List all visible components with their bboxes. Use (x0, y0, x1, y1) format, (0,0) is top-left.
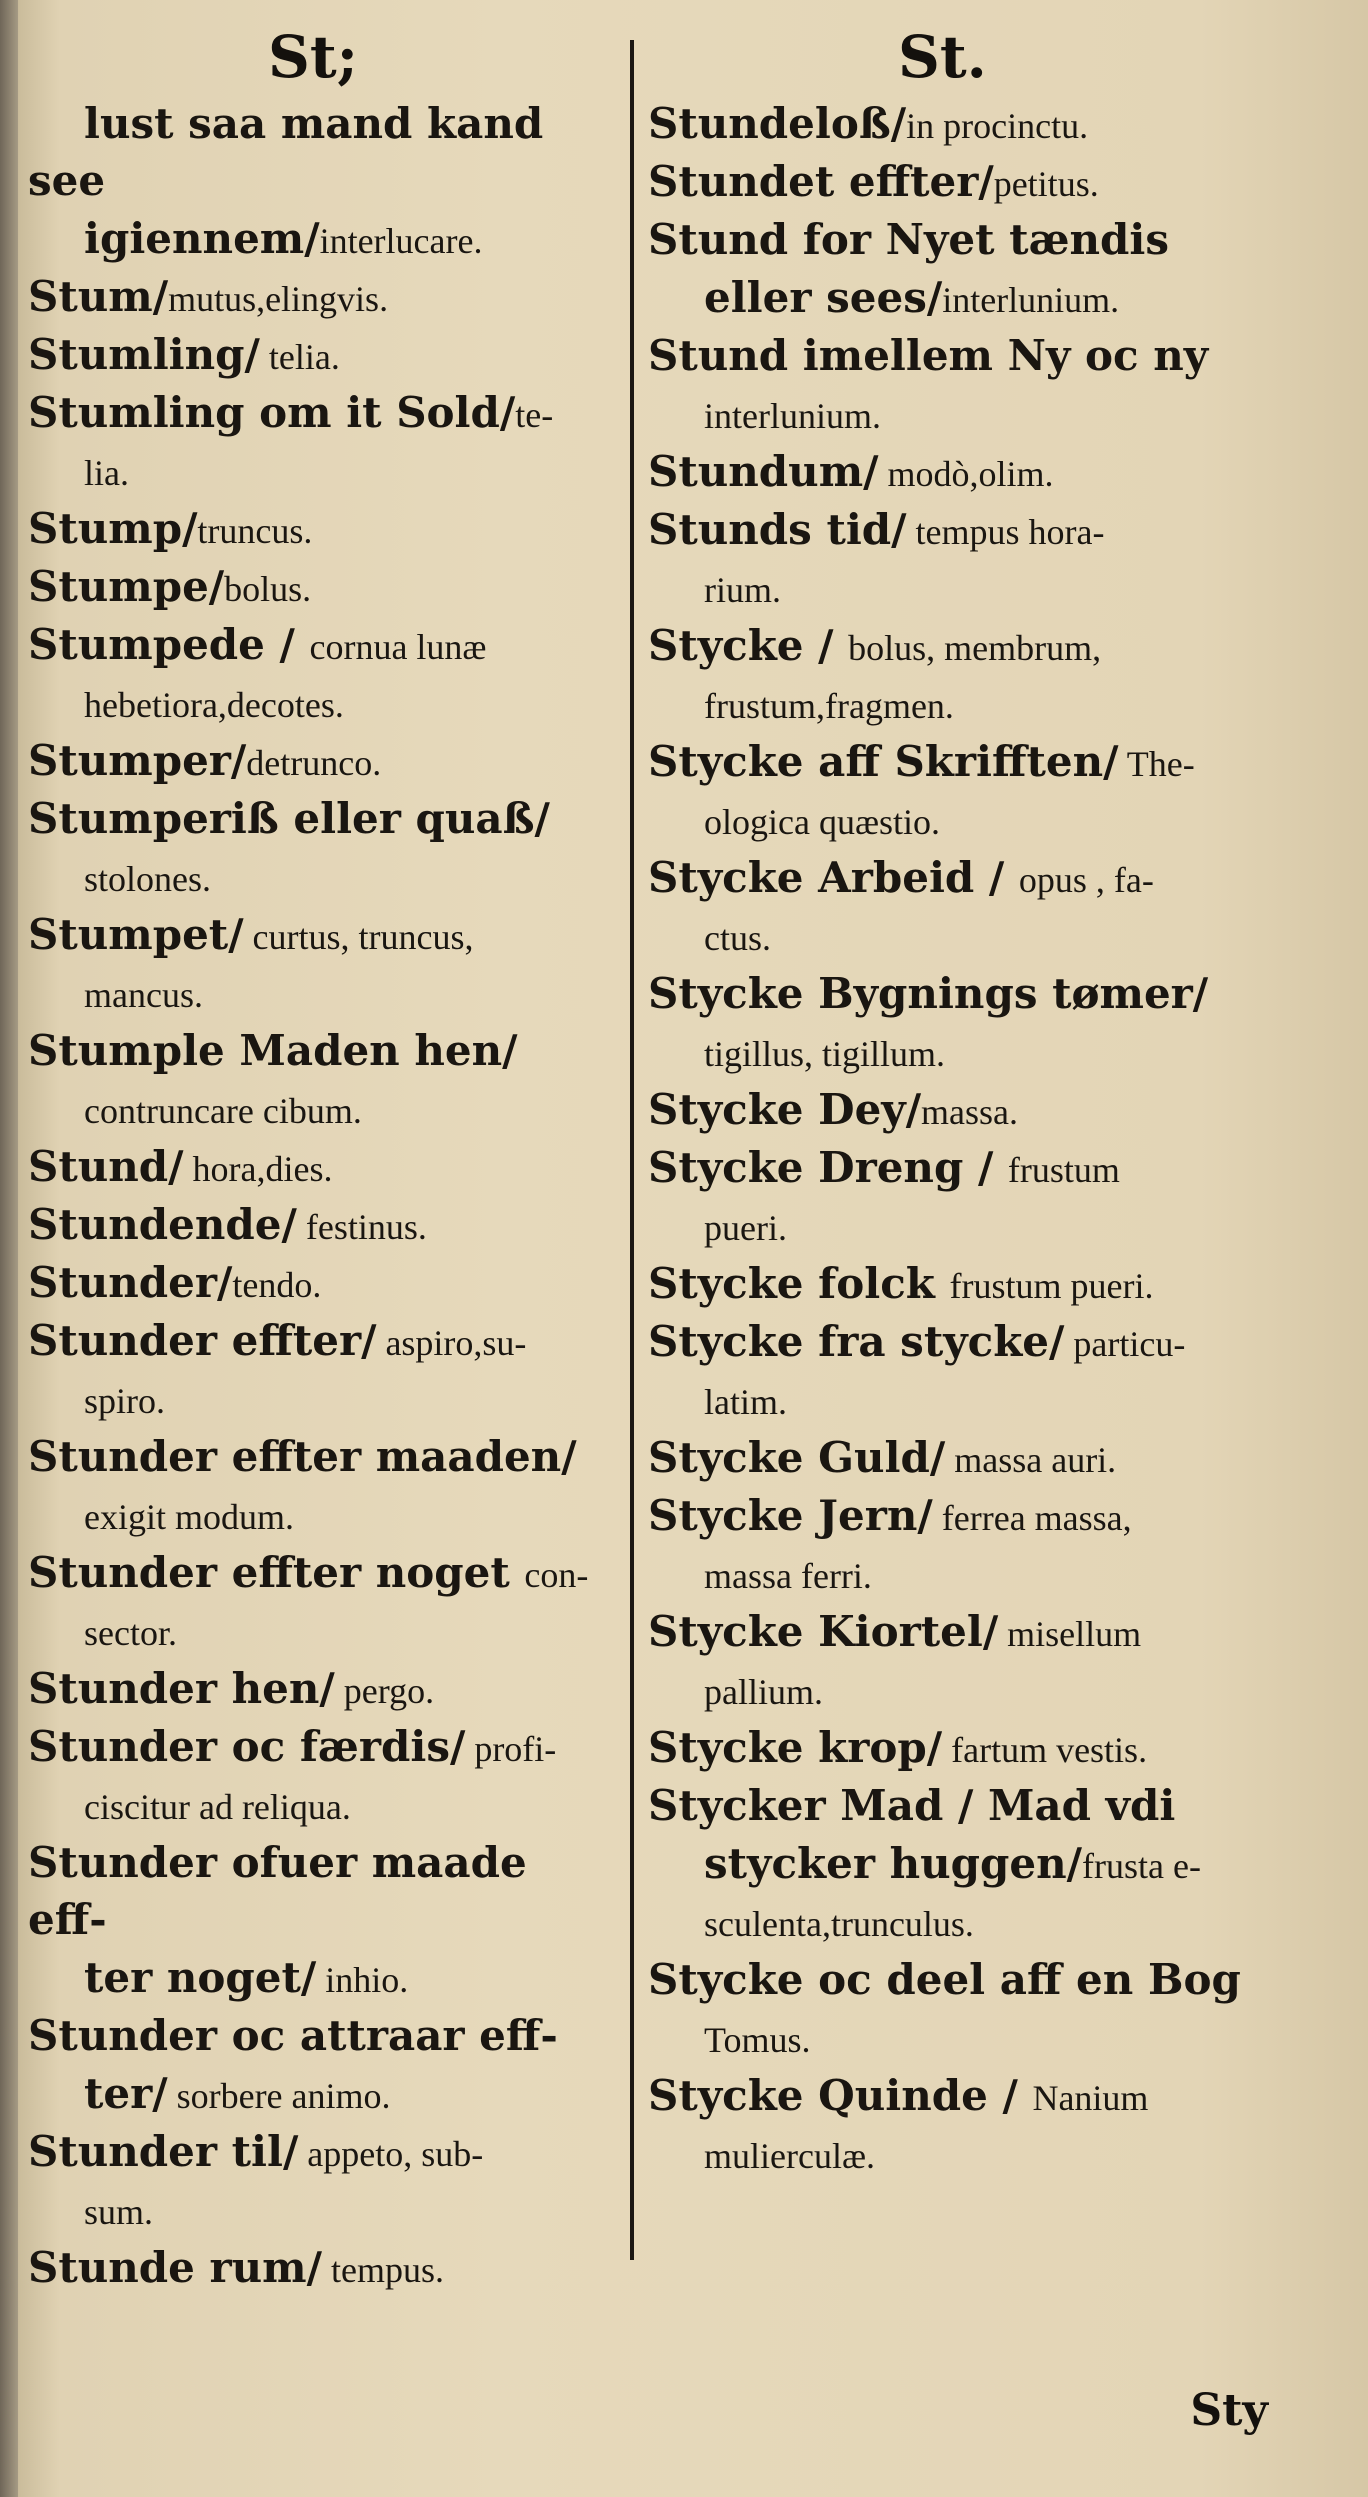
latin-gloss: frustum,fragmen. (704, 686, 954, 726)
latin-gloss: petitus. (993, 164, 1099, 204)
dictionary-line (648, 96, 1260, 154)
latin-gloss: misellum (998, 1614, 1142, 1654)
dictionary-line (648, 560, 1260, 618)
dictionary-line (648, 1430, 1260, 1488)
headword: Stumling om it Sold/ (28, 388, 516, 437)
latin-gloss: mutus,elingvis. (168, 279, 389, 319)
headword: Stycke Arbeid / (648, 853, 1019, 902)
dictionary-line (648, 1778, 1260, 1836)
latin-gloss: ctus. (704, 918, 771, 958)
headword: Stunder effter maaden/ (28, 1432, 577, 1481)
headword: Stund/ (28, 1142, 184, 1191)
dictionary-line (28, 617, 618, 675)
headword: Stundet effter/ (648, 157, 994, 206)
latin-gloss: massa. (921, 1092, 1019, 1132)
dictionary-line (28, 1081, 618, 1139)
latin-gloss: mancus. (84, 975, 203, 1015)
latin-gloss: festinus. (296, 1207, 427, 1247)
dictionary-line (28, 1313, 618, 1371)
dictionary-line (28, 1255, 618, 1313)
latin-gloss: interlunium. (942, 280, 1120, 320)
catchword: Sty (1190, 2385, 1268, 2436)
dictionary-line (648, 734, 1260, 792)
headword: Stunder ofuer maade eff- (28, 1838, 527, 1944)
dictionary-line (28, 2124, 618, 2182)
headword: Stunder hen/ (28, 1664, 335, 1713)
latin-gloss: massa ferri. (704, 1556, 872, 1596)
right-entry-list (648, 96, 1260, 2184)
dictionary-line (648, 1604, 1260, 1662)
dictionary-line (28, 2066, 618, 2124)
latin-gloss: pallium. (704, 1672, 823, 1712)
headword: Stund imellem Ny oc ny (648, 331, 1209, 380)
headword: Stumpe/ (28, 562, 225, 611)
latin-gloss: massa auri. (945, 1440, 1117, 1480)
dictionary-line (28, 1661, 618, 1719)
dictionary-line (28, 849, 618, 907)
dictionary-line (648, 908, 1260, 966)
dictionary-line (648, 1836, 1260, 1894)
latin-gloss: pueri. (704, 1208, 787, 1248)
headword: Stycke Bygnings tømer/ (648, 969, 1209, 1018)
dictionary-line (648, 444, 1260, 502)
dictionary-line (648, 154, 1260, 212)
latin-gloss: interlunium. (704, 396, 881, 436)
left-running-head: St; (268, 23, 359, 91)
latin-gloss: exigit modum. (84, 1497, 294, 1537)
latin-gloss: Tomus. (704, 2020, 811, 2060)
latin-gloss: in procinctu. (906, 106, 1089, 146)
latin-gloss: frusta e- (1082, 1846, 1201, 1886)
dictionary-line (28, 1429, 618, 1487)
latin-gloss: spiro. (84, 1381, 165, 1421)
dictionary-line (648, 1488, 1260, 1546)
headword: Stycke / (648, 621, 849, 670)
latin-gloss: ologica quæstio. (704, 802, 940, 842)
dictionary-line (28, 1603, 618, 1661)
latin-gloss: pergo. (334, 1671, 435, 1711)
headword: Stycke Jern/ (648, 1491, 933, 1540)
dictionary-line (648, 1024, 1260, 1082)
headword: Stumling/ (28, 330, 260, 379)
latin-gloss: bolus. (224, 569, 312, 609)
left-column (28, 18, 618, 2298)
latin-gloss: tempus. (321, 2250, 444, 2290)
dictionary-line (28, 1023, 618, 1081)
latin-gloss: sorbere animo. (167, 2076, 391, 2116)
headword: Stundum/ (648, 447, 879, 496)
dictionary-line (648, 2068, 1260, 2126)
dictionary-line (28, 1719, 618, 1777)
headword: Stycke folck (648, 1259, 950, 1308)
latin-gloss: lia. (84, 453, 129, 493)
headword: Stunder/ (28, 1258, 233, 1307)
dictionary-line (28, 1835, 618, 1950)
headword: Stycke Dey/ (648, 1085, 922, 1134)
dictionary-line (648, 1546, 1260, 1604)
dictionary-line (648, 1720, 1260, 1778)
headword: Stundeloß/ (648, 99, 907, 148)
dictionary-line (648, 1372, 1260, 1430)
latin-gloss: interlucare. (319, 221, 483, 261)
dictionary-line (28, 559, 618, 617)
dictionary-line (28, 2008, 618, 2066)
headword: Stumpede / (28, 620, 310, 669)
headword: Stumpet/ (28, 910, 244, 959)
latin-gloss: stolones. (84, 859, 212, 899)
headword: Stycke Guld/ (648, 1433, 946, 1482)
headword: Stumperiß eller quaß/ (28, 794, 550, 843)
headword: Stunde rum/ (28, 2243, 322, 2292)
page-edge-shadow (0, 0, 18, 2497)
dictionary-line (28, 269, 618, 327)
headword: Stycke Kiortel/ (648, 1607, 999, 1656)
dictionary-line (28, 1487, 618, 1545)
headword: Stycker Mad / Mad vdi (648, 1781, 1176, 1830)
latin-gloss: con- (524, 1555, 589, 1595)
latin-gloss: opus , fa- (1018, 860, 1154, 900)
headword: Stycke fra stycke/ (648, 1317, 1065, 1366)
headword: Stycke Dreng / (648, 1143, 1008, 1192)
latin-gloss: tigillus, tigillum. (704, 1034, 946, 1074)
latin-gloss: truncus. (197, 511, 313, 551)
headword: Stunder effter/ (28, 1316, 377, 1365)
dictionary-line (28, 1197, 618, 1255)
latin-gloss: rium. (704, 570, 781, 610)
dictionary-line (28, 675, 618, 733)
latin-gloss: telia. (259, 337, 340, 377)
latin-gloss: mulierculæ. (704, 2136, 875, 2176)
dictionary-line (28, 1371, 618, 1429)
headword: Stycke oc deel aff en Bog (648, 1955, 1241, 2004)
dictionary-line (648, 1082, 1260, 1140)
dictionary-line (648, 966, 1260, 1024)
dictionary-line (648, 1952, 1260, 2010)
headword: Stycke aff Skrifften/ (648, 737, 1119, 786)
dictionary-line (648, 328, 1260, 386)
dictionary-line (28, 211, 618, 269)
headword: Stumper/ (28, 736, 247, 785)
latin-gloss: cornua lunæ (309, 627, 487, 667)
dictionary-line (648, 792, 1260, 850)
latin-gloss: appeto, sub- (298, 2134, 484, 2174)
headword: lust saa mand kand see (28, 99, 544, 205)
dictionary-line (648, 2010, 1260, 2068)
right-running-head: St. (898, 23, 987, 91)
dictionary-line (648, 676, 1260, 734)
dictionary-line (28, 385, 618, 443)
dictionary-line (28, 907, 618, 965)
dictionary-line (648, 2126, 1260, 2184)
dictionary-line (28, 327, 618, 385)
latin-gloss: hebetiora,decotes. (84, 685, 344, 725)
headword: Stycke krop/ (648, 1723, 943, 1772)
headword: Stunder effter noget (28, 1548, 525, 1597)
dictionary-line (28, 965, 618, 1023)
dictionary-line (28, 733, 618, 791)
dictionary-line (648, 618, 1260, 676)
latin-gloss: detrunco. (246, 743, 382, 783)
latin-gloss: sum. (84, 2192, 154, 2232)
dictionary-line (648, 1140, 1260, 1198)
latin-gloss: latim. (704, 1382, 787, 1422)
latin-gloss: profi- (465, 1729, 557, 1769)
latin-gloss: frustum pueri. (949, 1266, 1154, 1306)
dictionary-line (28, 1777, 618, 1835)
headword: ter noget/ (84, 1953, 317, 2002)
left-entry-list (28, 96, 618, 2298)
headword: ter/ (84, 2069, 168, 2118)
dictionary-line (28, 1139, 618, 1197)
dictionary-line (28, 1545, 618, 1603)
latin-gloss: curtus, truncus, (243, 917, 474, 957)
latin-gloss: frustum (1007, 1150, 1120, 1190)
headword: igiennem/ (84, 214, 320, 263)
headword: Stum/ (28, 272, 169, 321)
dictionary-line (648, 1894, 1260, 1952)
latin-gloss: aspiro,su- (376, 1323, 527, 1363)
latin-gloss: hora,dies. (183, 1149, 333, 1189)
headword: Stumple Maden hen/ (28, 1026, 518, 1075)
latin-gloss: tempus hora- (906, 512, 1105, 552)
latin-gloss: ferrea massa, (932, 1498, 1132, 1538)
dictionary-line (28, 96, 618, 211)
latin-gloss: sculenta,trunculus. (704, 1904, 974, 1944)
latin-gloss: ciscitur ad reliqua. (84, 1787, 351, 1827)
latin-gloss: sector. (84, 1613, 177, 1653)
latin-gloss: te- (515, 395, 554, 435)
dictionary-line (648, 850, 1260, 908)
headword: stycker huggen/ (704, 1839, 1082, 1888)
headword: Stunds tid/ (648, 505, 907, 554)
latin-gloss: particu- (1064, 1324, 1186, 1364)
dictionary-line (28, 501, 618, 559)
latin-gloss: fartum vestis. (942, 1730, 1148, 1770)
column-rule (630, 40, 634, 2260)
latin-gloss: The- (1118, 744, 1195, 784)
dictionary-line (648, 270, 1260, 328)
headword: Stunder oc færdis/ (28, 1722, 466, 1771)
headword: Stunder oc attraar eff- (28, 2011, 558, 2060)
headword: Stunder til/ (28, 2127, 299, 2176)
dictionary-line (648, 1662, 1260, 1720)
headword: Stund for Nyet tændis (648, 215, 1170, 264)
headword: Stycke Quinde / (648, 2071, 1033, 2120)
latin-gloss: modò,olim. (878, 454, 1054, 494)
latin-gloss: contruncare cibum. (84, 1091, 362, 1131)
dictionary-line (648, 386, 1260, 444)
dictionary-line (28, 443, 618, 501)
dictionary-line (648, 212, 1260, 270)
dictionary-line (28, 1950, 618, 2008)
dictionary-line (648, 1314, 1260, 1372)
dictionary-line (28, 2182, 618, 2240)
latin-gloss: tendo. (232, 1265, 322, 1305)
dictionary-line (648, 1256, 1260, 1314)
dictionary-line (648, 502, 1260, 560)
headword: eller sees/ (704, 273, 943, 322)
headword: Stump/ (28, 504, 198, 553)
right-column (648, 18, 1260, 2184)
latin-gloss: bolus, membrum, (848, 628, 1102, 668)
dictionary-line (28, 791, 618, 849)
dictionary-line (648, 1198, 1260, 1256)
headword: Stundende/ (28, 1200, 297, 1249)
dictionary-line (28, 2240, 618, 2298)
latin-gloss: inhio. (316, 1960, 409, 2000)
latin-gloss: Nanium (1032, 2078, 1149, 2118)
